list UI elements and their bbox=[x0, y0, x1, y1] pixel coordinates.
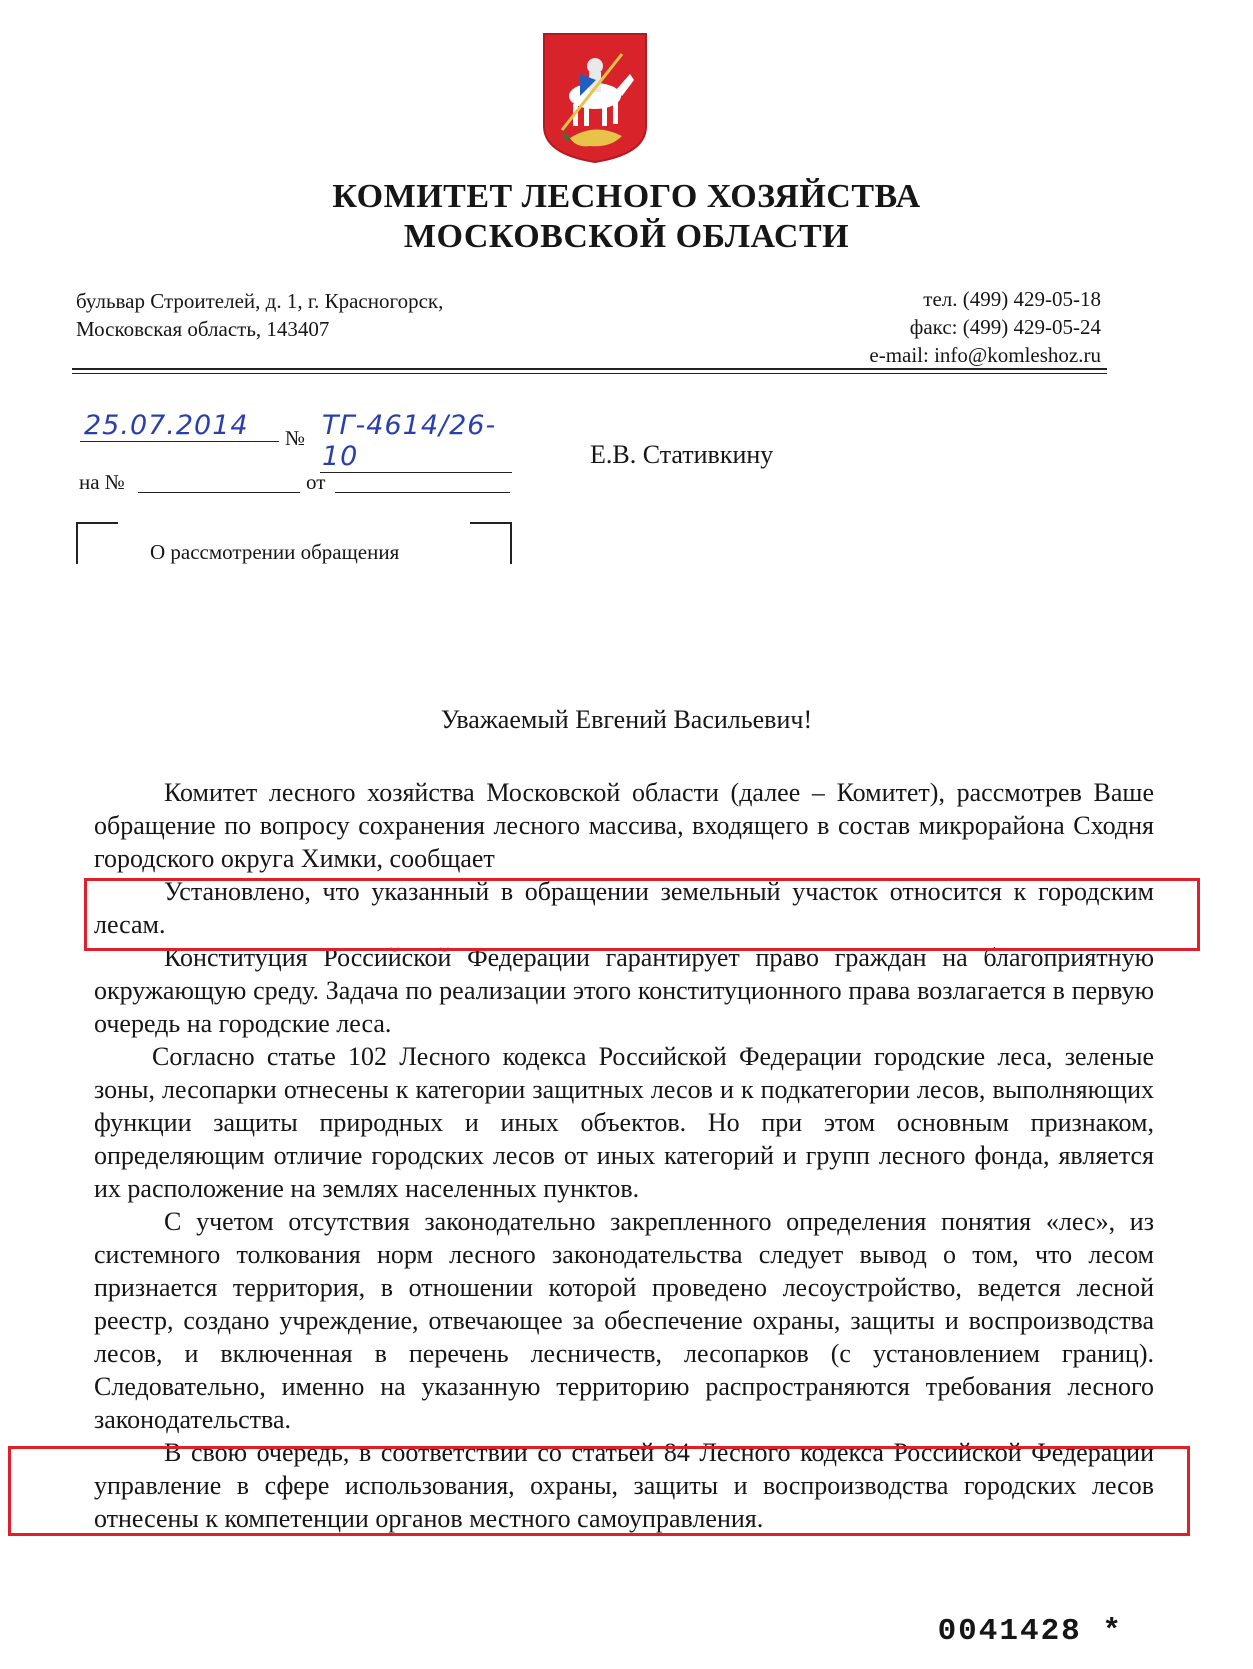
recipient-name: Е.В. Стативкину bbox=[590, 440, 774, 469]
body-paragraph-5: С учетом отсутствия законодательно закрепленного определения понятия «лес», из системного толкования норм лесного законодательства следует вывод о том, что лесом признается территория, в отношении которой проведено лесоустройство, ведется лесной реестр, создано учреждение, отвечающее за обеспечение охраны, защиты и воспроизводства лесов, и включенная в перечень лесничеств, лесопарков (с установлением границ). Следовательно, именно на указанную территорию распространяются требования лесного законодательства. bbox=[94, 1207, 1154, 1434]
phone-number: тел. (499) 429-05-18 bbox=[923, 287, 1101, 311]
body-paragraph-4: Согласно статье 102 Лесного кодекса Российской Федерации городские леса, зеленые зоны, лесопарки отнесены к категории защитных лесов и к подкатегории лесов, выполняющих функции защиты природных и иных объектов. Но при этом основным признаком, определяющим отличие городских лесов от иных категорий и групп лесного фонда, является их расположение на землях населенных пунктов. bbox=[94, 1042, 1154, 1203]
org-name-line1: КОМИТЕТ ЛЕСНОГО ХОЗЯЙСТВА bbox=[332, 178, 921, 215]
address-block bbox=[76, 287, 443, 343]
header-rule-top bbox=[72, 368, 1107, 370]
body-paragraph-1: Комитет лесного хозяйства Московской области (далее – Комитет), рассмотрев Ваше обращение по вопросу сохранения лесного массива, входящего в состав микрорайона Сходня городского округа Химки, сообщает bbox=[94, 778, 1154, 873]
body-paragraph-3: Конституция Российской Федерации гарантирует право граждан на благоприятную окружающую среду. Задача по реализации этого конституционного права возлагается в первую очередь на городские леса. bbox=[94, 943, 1154, 1038]
fax-number: факс: (499) 429-05-24 bbox=[909, 315, 1101, 339]
highlight-box-article-84 bbox=[8, 1446, 1190, 1536]
number-label: № bbox=[285, 426, 306, 450]
document-serial-number: 0041428 * bbox=[937, 1614, 1123, 1649]
highlight-box-urban-forest bbox=[84, 878, 1200, 951]
contacts-block bbox=[869, 285, 1101, 369]
email-address: e-mail: info@komleshoz.ru bbox=[869, 343, 1101, 367]
coat-of-arms-emblem bbox=[540, 30, 650, 165]
address-line2: Московская область, 143407 bbox=[76, 317, 330, 341]
address-line1: бульвар Строителей, д. 1, г. Красногорск, bbox=[76, 289, 444, 313]
ref-date-label: от bbox=[306, 470, 326, 494]
ref-number-blank bbox=[138, 492, 300, 493]
handwritten-number: ТГ-4614/26-10 bbox=[320, 410, 512, 473]
handwritten-date: 25.07.2014 bbox=[80, 410, 279, 442]
body-paragraph-6: В свою очередь, в соответствии со статьей 84 Лесного кодекса Российской Федерации управление в сфере использования, охраны, защиты и воспроизводства городских лесов отнесены к компетенции органов местного самоуправления. bbox=[94, 1438, 1154, 1533]
subject-corner-right bbox=[470, 522, 512, 564]
body-paragraph-2: Установлено, что указанный в обращении земельный участок относится к городским лесам. bbox=[94, 877, 1154, 939]
ref-date-blank bbox=[335, 492, 510, 493]
subject-line: О рассмотрении обращения bbox=[150, 540, 400, 564]
subject-corner-left bbox=[76, 522, 118, 564]
salutation: Уважаемый Евгений Васильевич! bbox=[440, 705, 813, 734]
header-rule-bottom bbox=[72, 373, 1107, 374]
org-name-line2: МОСКОВСКОЙ ОБЛАСТИ bbox=[403, 218, 850, 255]
ref-number-label: на № bbox=[79, 470, 125, 494]
